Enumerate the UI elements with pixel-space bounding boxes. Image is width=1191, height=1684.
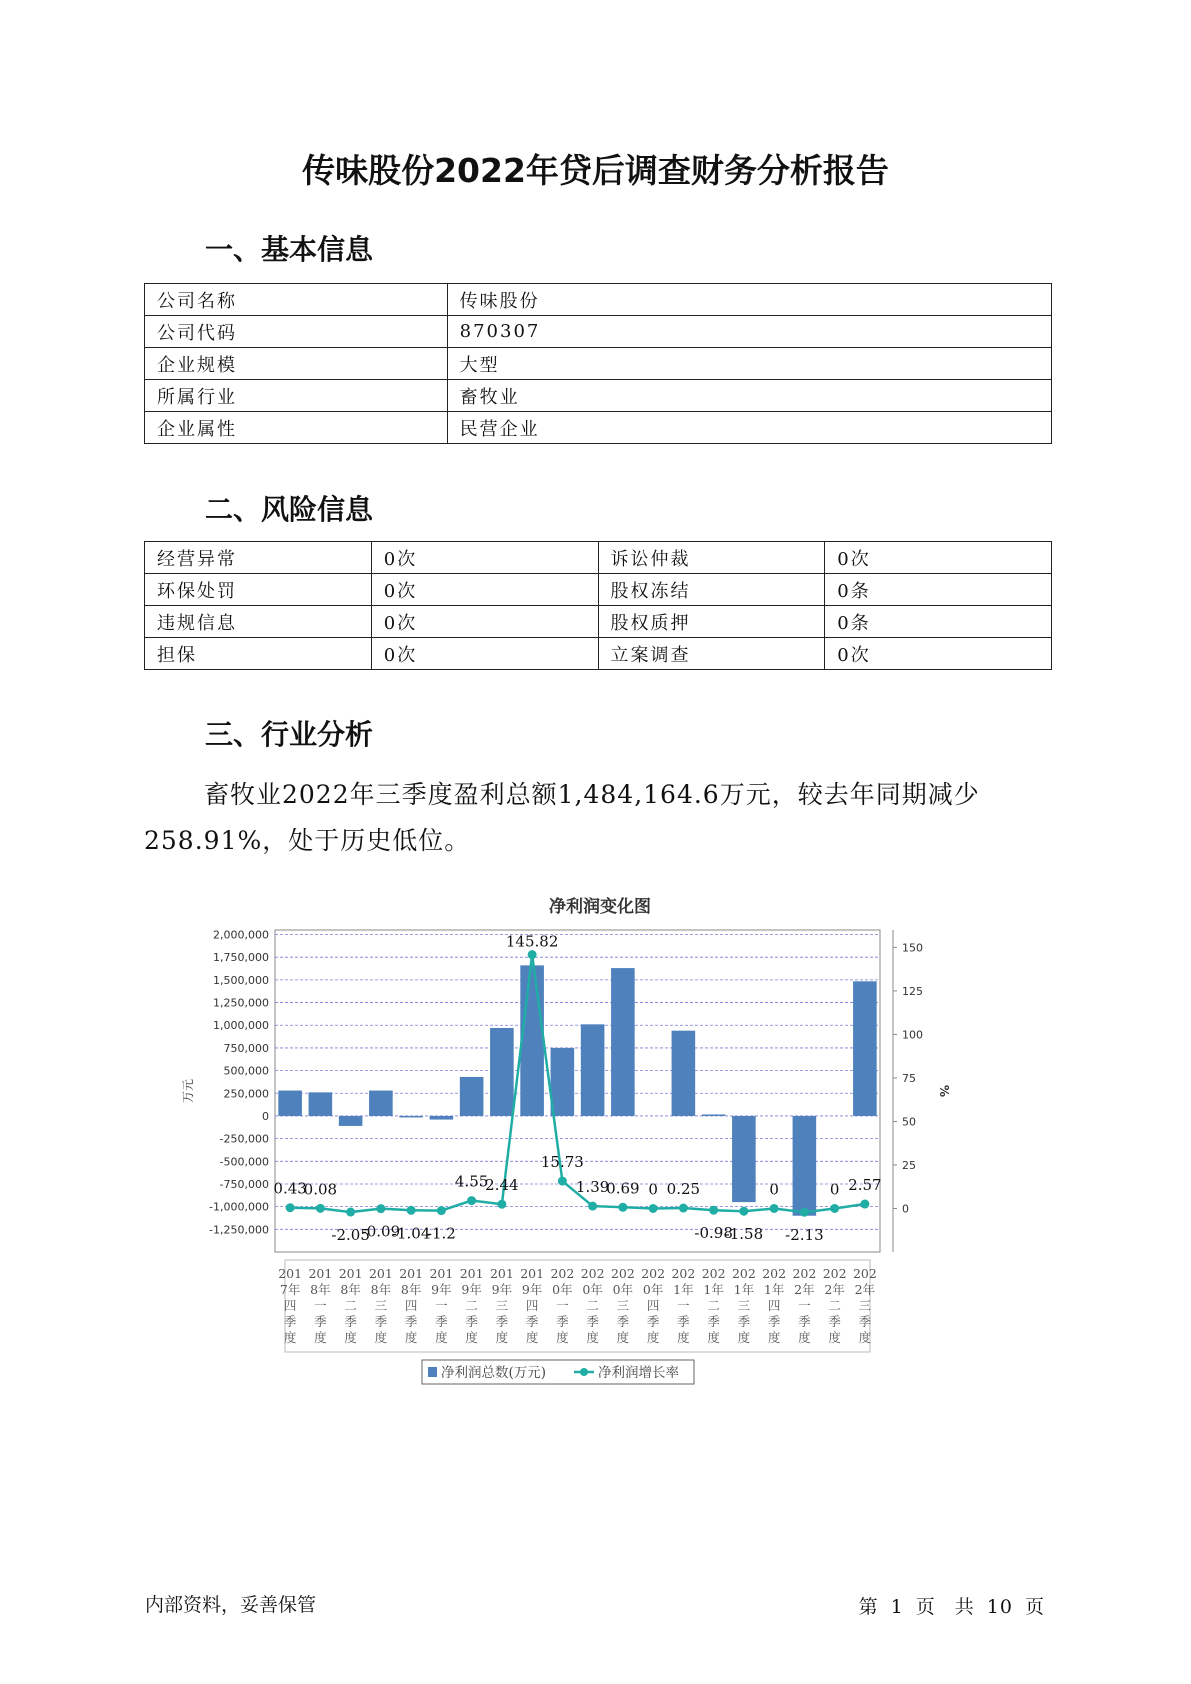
- x-tick-label: 一: [677, 1298, 690, 1313]
- risk-label: 股权冻结: [598, 574, 825, 606]
- point-growth-rate: [709, 1206, 718, 1215]
- x-tick-label: 0年: [612, 1282, 634, 1297]
- x-tick-label: 201: [399, 1266, 424, 1281]
- basic-info-row: [145, 348, 1052, 380]
- page-unit: 页: [915, 1596, 936, 1618]
- x-tick-label: 202: [550, 1266, 575, 1281]
- x-tick-label: 度: [404, 1330, 418, 1345]
- risk-info-row: [145, 542, 1052, 574]
- risk-label: 股权质押: [598, 606, 825, 638]
- risk-label: 违规信息: [145, 606, 372, 638]
- x-tick-label: 2年: [794, 1282, 815, 1297]
- x-tick-label: 季: [314, 1314, 327, 1329]
- risk-info-table: [144, 541, 1052, 670]
- x-tick-label: 季: [677, 1314, 690, 1329]
- x-tick-label: 季: [616, 1314, 630, 1329]
- point-growth-rate: [770, 1204, 779, 1213]
- risk-value: 0条: [825, 606, 1052, 638]
- x-tick-label: 202: [822, 1266, 847, 1281]
- x-tick-label: 季: [707, 1314, 720, 1329]
- x-tick-label: 一: [556, 1298, 569, 1313]
- y-right-tick-label: 25: [902, 1158, 916, 1172]
- risk-label: 诉讼仲裁: [598, 542, 825, 574]
- x-tick-label: 季: [404, 1314, 418, 1329]
- risk-value: 0次: [825, 542, 1052, 574]
- basic-info-label: 公司名称: [145, 284, 448, 316]
- x-tick-label: 201: [489, 1266, 514, 1281]
- data-label-growth-rate: 0: [648, 1180, 658, 1199]
- data-label-growth-rate: 4.55: [454, 1172, 489, 1191]
- y-left-tick-label: 1,250,000: [213, 996, 269, 1010]
- x-tick-label: 201: [459, 1266, 484, 1281]
- risk-value: 0次: [371, 638, 598, 670]
- basic-info-value: 传味股份: [447, 284, 1051, 316]
- y-left-tick-label: -1,250,000: [209, 1223, 269, 1237]
- legend-bar-swatch: [428, 1367, 437, 1377]
- x-tick-label: 二: [344, 1298, 357, 1313]
- y-right-tick-label: 150: [902, 941, 923, 955]
- data-label-growth-rate: -0.09: [361, 1222, 401, 1241]
- x-tick-label: 度: [344, 1330, 357, 1345]
- x-tick-label: 度: [767, 1330, 781, 1345]
- risk-info-row: [145, 574, 1052, 606]
- data-label-growth-rate: -0.98: [694, 1224, 733, 1243]
- data-label-growth-rate: 0.08: [303, 1180, 338, 1199]
- bar-net-profit: [460, 1077, 484, 1116]
- basic-info-row: [145, 316, 1052, 348]
- data-label-growth-rate: -1.2: [426, 1224, 456, 1243]
- bar-net-profit: [430, 1116, 454, 1120]
- y-left-tick-label: -500,000: [219, 1155, 269, 1169]
- data-label-growth-rate: -1.04: [391, 1224, 431, 1243]
- x-tick-label: 季: [435, 1314, 448, 1329]
- x-tick-label: 2年: [854, 1282, 876, 1297]
- bar-net-profit: [702, 1114, 726, 1116]
- x-tick-label: 202: [792, 1266, 817, 1281]
- x-tick-label: 1年: [733, 1282, 755, 1297]
- basic-info-table: [144, 283, 1052, 444]
- x-tick-label: 一: [435, 1298, 448, 1313]
- y-right-axis-label: %: [937, 1084, 951, 1098]
- x-tick-label: 季: [283, 1314, 297, 1329]
- x-tick-label: 二: [586, 1298, 599, 1313]
- risk-label: 经营异常: [145, 542, 372, 574]
- point-growth-rate: [679, 1204, 688, 1213]
- bar-net-profit: [309, 1092, 333, 1116]
- chart-title: 净利润变化图: [549, 897, 651, 917]
- data-label-growth-rate: -1.58: [724, 1225, 764, 1244]
- y-left-tick-label: -750,000: [219, 1177, 269, 1191]
- x-tick-label: 四: [404, 1298, 418, 1313]
- bar-net-profit: [339, 1116, 363, 1126]
- x-tick-label: 8年: [340, 1282, 361, 1297]
- data-label-growth-rate: 0: [829, 1180, 840, 1199]
- x-tick-label: 季: [828, 1314, 841, 1329]
- y-left-tick-label: 250,000: [223, 1087, 269, 1101]
- x-tick-label: 度: [374, 1330, 388, 1345]
- y-right-tick-label: 0: [902, 1202, 909, 1216]
- bar-net-profit: [551, 1048, 575, 1116]
- x-tick-label: 三: [737, 1298, 751, 1313]
- y-right-tick-label: 75: [902, 1071, 916, 1085]
- x-tick-label: 度: [586, 1330, 599, 1345]
- total-pages: 10: [986, 1596, 1013, 1618]
- x-tick-label: 四: [646, 1298, 660, 1313]
- total-prefix: 共: [954, 1596, 975, 1618]
- y-right-tick-label: 100: [902, 1028, 923, 1042]
- y-left-tick-label: 1,500,000: [213, 973, 269, 987]
- data-label-growth-rate: 0.43: [273, 1179, 307, 1198]
- footer-confidential: 内部资料，妥善保管: [145, 1594, 317, 1616]
- data-label-growth-rate: 2.44: [485, 1176, 519, 1195]
- risk-info-row: [145, 606, 1052, 638]
- bar-net-profit: [520, 965, 544, 1116]
- point-growth-rate: [860, 1200, 869, 1209]
- page-prefix: 第: [858, 1596, 879, 1618]
- x-tick-label: 季: [525, 1314, 539, 1329]
- legend-line-marker: [580, 1368, 588, 1376]
- point-growth-rate: [497, 1200, 506, 1209]
- risk-value: 0次: [371, 574, 598, 606]
- point-growth-rate: [528, 950, 537, 959]
- basic-info-row: [145, 284, 1052, 316]
- x-tick-label: 9年: [431, 1282, 452, 1297]
- basic-info-label: 所属行业: [145, 380, 448, 412]
- x-tick-label: 四: [767, 1298, 781, 1313]
- legend-bar-label: 净利润总数(万元): [441, 1365, 547, 1381]
- x-tick-label: 度: [283, 1330, 297, 1345]
- risk-value: 0条: [825, 574, 1052, 606]
- net-profit-chart: [170, 890, 1030, 1381]
- x-tick-label: 度: [616, 1330, 630, 1345]
- x-tick-label: 201: [368, 1266, 393, 1281]
- x-tick-label: 度: [798, 1330, 811, 1345]
- basic-info-label: 公司代码: [145, 316, 448, 348]
- x-tick-label: 季: [556, 1314, 569, 1329]
- x-tick-label: 四: [525, 1298, 539, 1313]
- section-heading-industry-analysis: 三、行业分析: [205, 718, 374, 751]
- basic-info-value: 民营企业: [447, 412, 1051, 444]
- data-label-growth-rate: -2.05: [331, 1226, 370, 1245]
- x-tick-label: 201: [338, 1266, 363, 1281]
- bar-net-profit: [581, 1024, 605, 1116]
- x-tick-label: 季: [798, 1314, 811, 1329]
- risk-label: 担保: [145, 638, 372, 670]
- data-label-growth-rate: 145.82: [505, 932, 559, 951]
- x-tick-label: 202: [641, 1266, 666, 1281]
- x-tick-label: 9年: [521, 1282, 543, 1297]
- page-number: 1: [890, 1596, 904, 1618]
- x-tick-label: 季: [586, 1314, 599, 1329]
- bar-net-profit: [672, 1031, 696, 1116]
- x-tick-label: 度: [314, 1330, 327, 1345]
- total-unit: 页: [1024, 1596, 1045, 1618]
- x-tick-label: 9年: [461, 1282, 482, 1297]
- bar-net-profit: [732, 1116, 756, 1202]
- bar-net-profit: [369, 1091, 393, 1116]
- x-tick-label: 8年: [310, 1282, 331, 1297]
- x-tick-label: 三: [495, 1298, 509, 1313]
- point-growth-rate: [437, 1206, 446, 1215]
- x-tick-label: 度: [677, 1330, 690, 1345]
- basic-info-label: 企业属性: [145, 412, 448, 444]
- risk-label: 环保处罚: [145, 574, 372, 606]
- x-tick-label: 一: [798, 1298, 811, 1313]
- x-tick-label: 7年: [279, 1282, 301, 1297]
- bar-net-profit: [793, 1116, 817, 1216]
- basic-info-value: 畜牧业: [447, 380, 1051, 412]
- x-tick-label: 202: [731, 1266, 756, 1281]
- point-growth-rate: [286, 1203, 295, 1212]
- point-growth-rate: [588, 1202, 597, 1211]
- bar-net-profit: [853, 981, 877, 1116]
- x-tick-label: 2年: [824, 1282, 845, 1297]
- plot-area: [275, 930, 880, 1252]
- x-tick-label: 9年: [491, 1282, 513, 1297]
- x-tick-label: 三: [374, 1298, 388, 1313]
- x-tick-label: 季: [465, 1314, 478, 1329]
- data-label-growth-rate: 0.25: [666, 1180, 701, 1199]
- x-tick-label: 季: [646, 1314, 660, 1329]
- data-label-growth-rate: 1.39: [575, 1178, 610, 1197]
- point-growth-rate: [346, 1208, 355, 1217]
- x-tick-label: 季: [767, 1314, 781, 1329]
- point-growth-rate: [800, 1208, 809, 1217]
- basic-info-label: 企业规模: [145, 348, 448, 380]
- x-tick-label: 度: [465, 1330, 478, 1345]
- risk-value: 0次: [371, 606, 598, 638]
- basic-info-value: 870307: [447, 316, 1051, 348]
- x-tick-label: 二: [465, 1298, 478, 1313]
- x-tick-label: 202: [671, 1266, 696, 1281]
- x-tick-label: 季: [737, 1314, 751, 1329]
- y-left-axis-label: 万元: [181, 1078, 195, 1104]
- x-tick-label: 度: [858, 1330, 872, 1345]
- point-growth-rate: [407, 1206, 416, 1215]
- x-tick-label: 季: [858, 1314, 872, 1329]
- y-left-tick-label: 750,000: [223, 1041, 269, 1055]
- x-tick-label: 度: [495, 1330, 509, 1345]
- report-title: 传味股份2022年贷后调查财务分析报告: [302, 151, 889, 190]
- x-tick-label: 201: [278, 1266, 303, 1281]
- point-growth-rate: [316, 1204, 325, 1213]
- x-tick-label: 三: [616, 1298, 630, 1313]
- point-growth-rate: [376, 1204, 385, 1213]
- x-tick-label: 202: [580, 1266, 605, 1281]
- risk-value: 0次: [371, 542, 598, 574]
- y-left-tick-label: 2,000,000: [213, 928, 269, 942]
- data-label-growth-rate: 15.73: [540, 1153, 584, 1172]
- x-tick-label: 1年: [703, 1282, 724, 1297]
- x-tick-label: 0年: [582, 1282, 603, 1297]
- x-tick-label: 季: [344, 1314, 357, 1329]
- x-tick-label: 202: [610, 1266, 635, 1281]
- data-label-growth-rate: 2.57: [848, 1176, 882, 1195]
- data-label-growth-rate: -2.13: [785, 1226, 824, 1245]
- x-tick-label: 201: [520, 1266, 545, 1281]
- x-tick-label: 202: [701, 1266, 726, 1281]
- industry-analysis-text: 畜牧业2022年三季度盈利总额1,484,164.6万元，较去年同期减少258.91%，处于历史低位。: [144, 780, 980, 855]
- basic-info-row: [145, 412, 1052, 444]
- x-tick-label: 一: [314, 1298, 327, 1313]
- y-left-tick-label: 500,000: [223, 1064, 269, 1078]
- footer-page-info: [853, 1592, 1051, 1619]
- legend-line-label: 净利润增长率: [598, 1365, 679, 1381]
- x-tick-label: 8年: [400, 1282, 422, 1297]
- basic-info-value: 大型: [447, 348, 1051, 380]
- x-tick-label: 三: [858, 1298, 872, 1313]
- y-right-tick-label: 125: [902, 984, 923, 998]
- point-growth-rate: [649, 1204, 658, 1213]
- data-label-growth-rate: 0.69: [606, 1179, 640, 1198]
- y-right-tick-label: 50: [902, 1115, 916, 1129]
- x-tick-label: 201: [429, 1266, 454, 1281]
- x-tick-label: 度: [435, 1330, 448, 1345]
- point-growth-rate: [558, 1177, 567, 1186]
- section-heading-basic-info: 一、基本信息: [205, 233, 374, 266]
- point-growth-rate: [739, 1207, 748, 1216]
- x-tick-label: 202: [762, 1266, 787, 1281]
- x-tick-label: 二: [828, 1298, 841, 1313]
- x-tick-label: 度: [707, 1330, 720, 1345]
- point-growth-rate: [618, 1203, 627, 1212]
- x-tick-label: 季: [374, 1314, 388, 1329]
- risk-value: 0次: [825, 638, 1052, 670]
- x-tick-label: 季: [495, 1314, 509, 1329]
- bar-net-profit: [399, 1116, 423, 1118]
- x-tick-label: 度: [737, 1330, 751, 1345]
- x-tick-label: 二: [707, 1298, 720, 1313]
- y-left-tick-label: 1,750,000: [213, 951, 269, 965]
- point-growth-rate: [830, 1204, 839, 1213]
- risk-info-row: [145, 638, 1052, 670]
- x-tick-label: 202: [852, 1266, 877, 1281]
- x-tick-label: 度: [525, 1330, 539, 1345]
- x-tick-label: 度: [828, 1330, 841, 1345]
- y-left-tick-label: -1,000,000: [209, 1200, 269, 1214]
- x-tick-label: 1年: [673, 1282, 694, 1297]
- y-left-tick-label: -250,000: [219, 1132, 269, 1146]
- basic-info-row: [145, 380, 1052, 412]
- x-tick-label: 0年: [552, 1282, 573, 1297]
- x-tick-label: 0年: [642, 1282, 664, 1297]
- risk-label: 立案调查: [598, 638, 825, 670]
- x-tick-label: 1年: [763, 1282, 785, 1297]
- bar-net-profit: [490, 1028, 514, 1116]
- data-label-growth-rate: 0: [769, 1180, 779, 1199]
- x-tick-label: 四: [283, 1298, 297, 1313]
- y-left-tick-label: 0: [262, 1109, 269, 1123]
- x-tick-label: 201: [308, 1266, 333, 1281]
- x-tick-label: 度: [646, 1330, 660, 1345]
- y-left-tick-label: 1,000,000: [213, 1019, 269, 1033]
- point-growth-rate: [467, 1196, 476, 1205]
- x-tick-label: 度: [556, 1330, 569, 1345]
- bar-net-profit: [278, 1091, 302, 1116]
- bar-net-profit: [611, 968, 635, 1116]
- x-tick-label: 8年: [370, 1282, 392, 1297]
- section-heading-risk-info: 二、风险信息: [205, 493, 374, 526]
